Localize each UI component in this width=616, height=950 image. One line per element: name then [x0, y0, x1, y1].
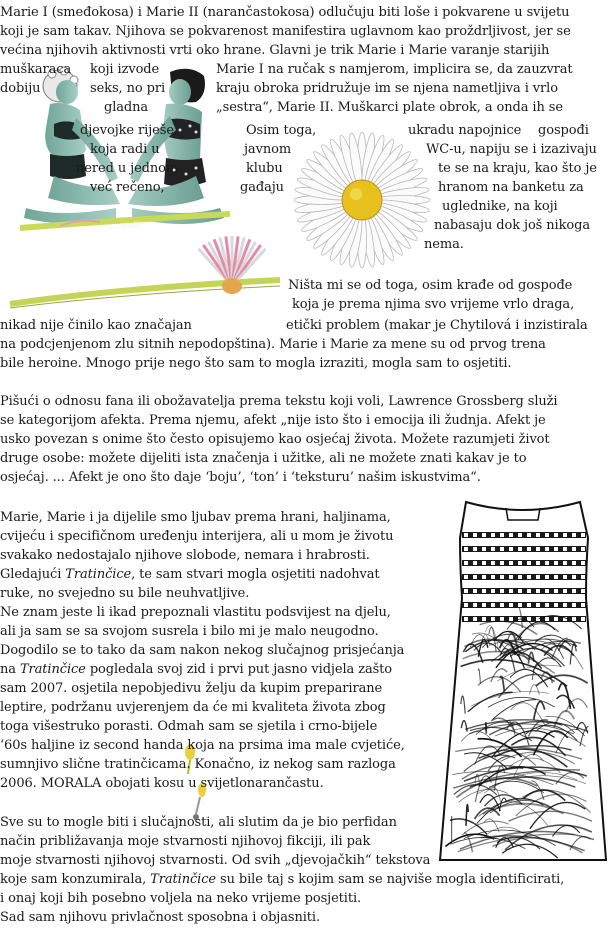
dress-image — [436, 498, 610, 868]
text-line: koji je sam takav. Njihova se pokvarenost manifestira uglavnom kao proždrljivost, jer se — [0, 24, 571, 39]
text-line: Sve su to mogle biti i slučajnosti, ali slutim da je bio perfidan — [0, 815, 397, 830]
text-line: koja je prema njima svo vrijeme vrlo draga, — [292, 297, 575, 312]
text-line: gađaju — [240, 180, 284, 195]
women-caption: ...well! — [112, 221, 143, 231]
text-line: većina njihovih aktivnosti vrti oko hrane. Glavni je trik Marie i Marie varanje starijih — [0, 43, 550, 58]
text-line: klubu — [246, 161, 283, 176]
daisy-image — [292, 130, 432, 270]
text-line: već rečeno, — [90, 180, 165, 195]
text-line: koji izvode — [90, 62, 160, 77]
text-line: sam 2007. osjetila nepobjedivu želju da kupim preparirane — [0, 681, 383, 696]
text-line — [0, 661, 392, 678]
text-line: nabasaju dok još nikoga — [434, 218, 590, 233]
text-line — [0, 871, 564, 888]
text-line: te se na kraju, kao što je — [438, 161, 597, 176]
text-line: koja radi u — [90, 142, 160, 157]
text-line: ali ja sam se sa svojom susrela i bilo mi je malo neugodno. — [0, 624, 379, 639]
text-line: ukradu napojnice — [408, 123, 522, 138]
text-line: toga višestruko porasti. Odmah sam se sjetila i crno-bijele — [0, 719, 378, 734]
text-line: nikad nije činilo kao značajan — [0, 318, 192, 333]
dress-stripe — [462, 560, 586, 566]
text-line: djevojke riješe. — [80, 123, 178, 138]
dress-stripe — [462, 588, 586, 594]
text-segment: , te sam stvari mogla osjetiti nadohvat — [131, 567, 380, 582]
text-segment: Gledajući — [0, 567, 66, 582]
text-line: Sad sam njihovu privlačnost sposobna i objasniti. — [0, 910, 320, 925]
text-segment: koje sam konzumirala, — [0, 872, 151, 887]
text-line: nema. — [424, 237, 464, 252]
text-segment: pogledala svoj zid i prvi put jasno vidjela zašto — [85, 662, 393, 677]
film-title: Tratinčice — [65, 567, 132, 582]
text-line: i onaj koji bih posebno voljela na neko vrijeme posjetiti. — [0, 891, 362, 906]
dress-stripe — [462, 574, 586, 580]
text-line: seks, no pri — [90, 81, 166, 96]
text-line: ruke, no svejedno su bile neuhvatljive. — [0, 586, 250, 601]
text-line: cvijeću i specifičnom uređenju interijera, ali u mom je životu — [0, 529, 394, 544]
text-line: uglednike, na koji — [442, 199, 558, 214]
text-line: WC-u, napiju se i izazivaju — [426, 142, 597, 157]
text-line: „sestra“, Marie II. Muškarci plate obrok, a onda ih se — [216, 100, 563, 115]
text-segment: na — [0, 662, 20, 677]
daisy-center — [342, 180, 382, 220]
text-line: Ne znam jeste li ikad prepoznali vlastitu podsvijest na djelu, — [0, 605, 391, 620]
text-line: hranom na banketu za — [438, 180, 584, 195]
text-line: druge osobe: možete dijeliti ista značenja i užitke, ali ne možete znati kakav je to — [0, 451, 527, 466]
text-line: 2006. MORALA obojati kosu u svijetlonarančastu. — [0, 776, 324, 791]
dress-stripe — [462, 532, 586, 538]
text-line: usko povezan s onime što često opisujemo kao osjećaj života. Možete razumjeti život — [0, 432, 550, 447]
text-line: Dogodilo se to tako da sam nakon nekog slučajnog prisjećanja — [0, 643, 405, 658]
film-title: Tratinčice — [19, 662, 86, 677]
text-line: bile heroine. Mnogo prije nego što sam to mogla izraziti, mogla sam to osjetiti. — [0, 356, 512, 371]
text-line: svakako nedostajalo njihove slobode, nemara i hrabrosti. — [0, 548, 370, 563]
text-line: na podcjenjenom zlu sitnih nepodopština). Marie i Marie za mene su od prvog trena — [0, 337, 546, 352]
text-line: nered u jednom — [76, 161, 179, 176]
text-line: leptire, podržanu uvjerenjem da će mi kvaliteta života zbog — [0, 700, 386, 715]
text-line: se kategorijom afekta. Prema njemu, afekt „nije isto što i emocija ili žudnja. Afekt je — [0, 413, 546, 428]
text-line: Marie I na ručak s namjerom, implicira se, da zauzvrat — [216, 62, 573, 77]
text-line: sumnjivo slične tratinčicama. Konačno, iz nekog sam razloga — [0, 757, 396, 772]
dress-stripe — [462, 546, 586, 552]
text-line: ‘60s haljine iz second handa koja na prsima ima male cvjetiće, — [0, 738, 405, 753]
text-line — [0, 566, 380, 583]
text-line: Ništa mi se od toga, osim krađe od gospođe — [288, 278, 573, 293]
text-line: osjećaj. ... Afekt je ono što daje ‘boju’, ‘ton’ i ‘teksturu’ našim iskustvima“. — [0, 470, 481, 485]
text-line: moje stvarnosti njihovoj stvarnosti. Od svih „djevojačkih“ tekstova — [0, 853, 431, 868]
text-line: način približavanja moje stvarnosti njihovoj fikciji, ili pak — [0, 834, 371, 849]
text-line: Pišući o odnosu fana ili obožavatelja prema tekstu koji voli, Lawrence Grossberg služi — [0, 394, 558, 409]
text-line: gladna — [104, 100, 149, 115]
text-line: muškaraca — [0, 62, 72, 77]
text-line: dobiju — [0, 81, 41, 96]
text-segment: su bile taj s kojim sam se najviše mogla identificirati, — [215, 872, 565, 887]
text-line: gospođi — [538, 123, 589, 138]
dress-stripe — [462, 602, 586, 608]
text-line: Marie, Marie i ja dijelile smo ljubav prema hrani, haljinama, — [0, 510, 391, 525]
text-line: javnom — [244, 142, 292, 157]
film-title: Tratinčice — [150, 872, 216, 887]
text-line: Marie I (smeđokosa) i Marie II (narančastokosa) odlučuju biti loše i pokvarene u svijetu — [0, 5, 570, 20]
text-line: Osim toga, — [246, 123, 317, 138]
text-line: kraju obroka pridružuje im se njena nametljiva i vrlo — [216, 81, 558, 96]
text-line: etički problem (makar je Chytilová i inzistirala — [286, 318, 588, 333]
